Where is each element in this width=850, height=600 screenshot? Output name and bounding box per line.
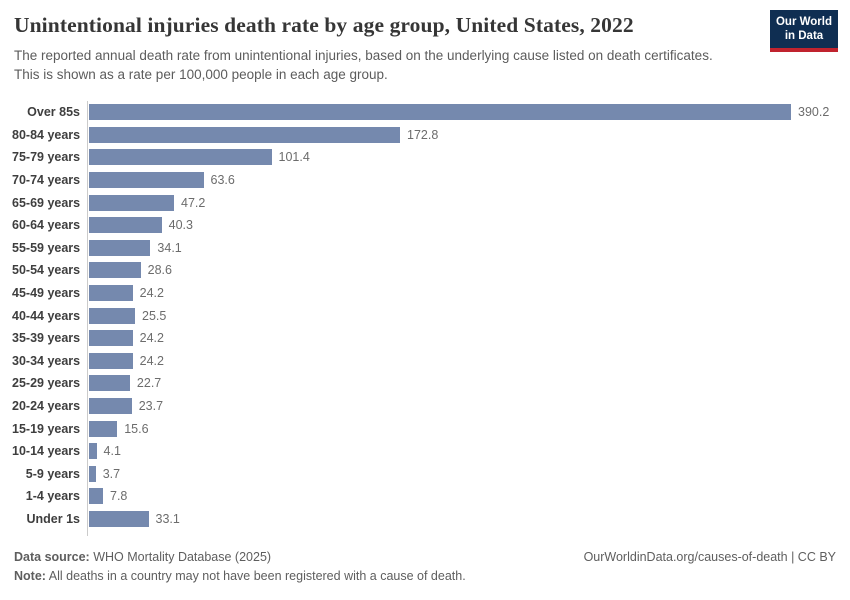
bar[interactable] bbox=[89, 240, 150, 256]
bar-chart bbox=[12, 101, 838, 536]
bar[interactable] bbox=[89, 421, 117, 437]
bar[interactable] bbox=[89, 353, 133, 369]
bar-track bbox=[87, 417, 838, 440]
bar-track bbox=[87, 282, 838, 305]
bar[interactable] bbox=[89, 308, 135, 324]
bar-track bbox=[87, 304, 838, 327]
bar-track bbox=[87, 395, 838, 418]
chart-title: Unintentional injuries death rate by age group, United States, 2022 bbox=[14, 13, 634, 37]
category-label: 60-64 years bbox=[12, 218, 81, 233]
bar-track bbox=[87, 463, 838, 486]
bar-track bbox=[87, 372, 838, 395]
bar[interactable] bbox=[89, 511, 149, 527]
value-label: 63.6 bbox=[210, 173, 235, 188]
value-label: 15.6 bbox=[124, 421, 149, 436]
chart-row bbox=[12, 191, 838, 214]
chart-row bbox=[12, 237, 838, 260]
chart-row bbox=[12, 350, 838, 373]
bar-track bbox=[87, 124, 838, 147]
value-label: 390.2 bbox=[798, 105, 830, 120]
bar-track bbox=[87, 350, 838, 373]
category-label: 1-4 years bbox=[25, 489, 80, 504]
bar-track bbox=[87, 214, 838, 237]
bar[interactable] bbox=[89, 330, 133, 346]
value-label: 23.7 bbox=[138, 399, 164, 414]
bar-track bbox=[87, 191, 838, 214]
bar-track bbox=[87, 169, 838, 192]
category-label: 25-29 years bbox=[12, 376, 81, 391]
bar[interactable] bbox=[89, 149, 271, 165]
category-label: 30-34 years bbox=[12, 353, 81, 368]
chart-row bbox=[12, 485, 838, 508]
category-label: 40-44 years bbox=[12, 308, 81, 323]
category-label: 70-74 years bbox=[12, 173, 81, 188]
chart-row bbox=[12, 282, 838, 305]
chart-row bbox=[12, 327, 838, 350]
chart-footer bbox=[12, 548, 838, 586]
data-source-line bbox=[14, 548, 271, 567]
bar[interactable] bbox=[89, 443, 96, 459]
category-label: 50-54 years bbox=[12, 263, 81, 278]
bar[interactable] bbox=[89, 217, 162, 233]
value-label: 7.8 bbox=[110, 489, 128, 504]
value-label: 22.7 bbox=[136, 376, 162, 391]
bar[interactable] bbox=[89, 375, 130, 391]
bar-track bbox=[87, 259, 838, 282]
chart-row bbox=[12, 101, 838, 124]
bar[interactable] bbox=[89, 195, 174, 211]
category-label: Over 85s bbox=[27, 105, 80, 120]
data-source-label: Data source: bbox=[14, 550, 90, 565]
bar[interactable] bbox=[89, 466, 96, 482]
owid-logo-text bbox=[770, 10, 838, 48]
chart-row bbox=[12, 417, 838, 440]
bar-track bbox=[87, 101, 838, 124]
category-label: 10-14 years bbox=[12, 444, 81, 459]
value-label: 4.1 bbox=[103, 444, 121, 459]
bar-track bbox=[87, 327, 838, 350]
category-label: 80-84 years bbox=[12, 127, 81, 142]
chart-row bbox=[12, 169, 838, 192]
bar-track bbox=[87, 440, 838, 463]
footer-note-text: All deaths in a country may not have been registered with a cause of death. bbox=[48, 569, 466, 584]
value-label: 172.8 bbox=[407, 127, 439, 142]
chart-row bbox=[12, 304, 838, 327]
category-label: 5-9 years bbox=[25, 466, 80, 481]
chart-row bbox=[12, 259, 838, 282]
bar[interactable] bbox=[89, 172, 203, 188]
value-label: 24.2 bbox=[139, 353, 164, 368]
bar-track bbox=[87, 237, 838, 260]
value-label: 40.3 bbox=[168, 218, 193, 233]
data-source-text: WHO Mortality Database (2025) bbox=[93, 550, 272, 565]
bar[interactable] bbox=[89, 104, 791, 120]
bar[interactable] bbox=[89, 127, 400, 143]
category-label: 20-24 years bbox=[12, 399, 81, 414]
chart-row bbox=[12, 124, 838, 147]
chart-row bbox=[12, 440, 838, 463]
value-label: 33.1 bbox=[155, 511, 180, 526]
chart-row bbox=[12, 463, 838, 486]
value-label: 24.2 bbox=[139, 331, 164, 346]
bar-track bbox=[87, 146, 838, 169]
bar[interactable] bbox=[89, 285, 133, 301]
y-axis-line bbox=[87, 101, 88, 536]
bar[interactable] bbox=[89, 488, 103, 504]
footer-license-link[interactable]: OurWorldinData.org/causes-of-death | CC BY bbox=[583, 550, 836, 565]
owid-logo-line1: Our World bbox=[775, 16, 832, 28]
chart-row bbox=[12, 146, 838, 169]
category-label: 45-49 years bbox=[12, 286, 81, 301]
value-label: 24.2 bbox=[139, 286, 164, 301]
bar-track bbox=[87, 508, 838, 531]
value-label: 47.2 bbox=[181, 195, 206, 210]
chart-subtitle: The reported annual death rate from unintentional injuries, based on the underlying cause listed on death certificates. This is shown as a rate per 100,000 people in each age group. bbox=[14, 48, 713, 82]
owid-logo[interactable] bbox=[770, 10, 838, 52]
value-label: 34.1 bbox=[157, 240, 182, 255]
category-label: 55-59 years bbox=[12, 240, 81, 255]
category-label: 35-39 years bbox=[12, 331, 81, 346]
bar[interactable] bbox=[89, 262, 141, 278]
owid-logo-line2: in Data bbox=[784, 29, 824, 42]
chart-row bbox=[12, 395, 838, 418]
category-label: 75-79 years bbox=[12, 150, 81, 165]
value-label: 28.6 bbox=[147, 263, 172, 278]
value-label: 101.4 bbox=[278, 150, 310, 165]
footer-note-line bbox=[14, 567, 836, 586]
chart-row bbox=[12, 214, 838, 237]
chart-row bbox=[12, 508, 838, 531]
owid-logo-red-stripe bbox=[770, 48, 838, 52]
bar-track bbox=[87, 485, 838, 508]
category-label: 65-69 years bbox=[12, 195, 81, 210]
value-label: 25.5 bbox=[142, 308, 167, 323]
chart-row bbox=[12, 372, 838, 395]
bar[interactable] bbox=[89, 398, 132, 414]
category-label: Under 1s bbox=[26, 511, 80, 526]
value-label: 3.7 bbox=[102, 466, 121, 481]
category-label: 15-19 years bbox=[12, 421, 81, 436]
footer-note-label: Note: bbox=[14, 569, 46, 584]
